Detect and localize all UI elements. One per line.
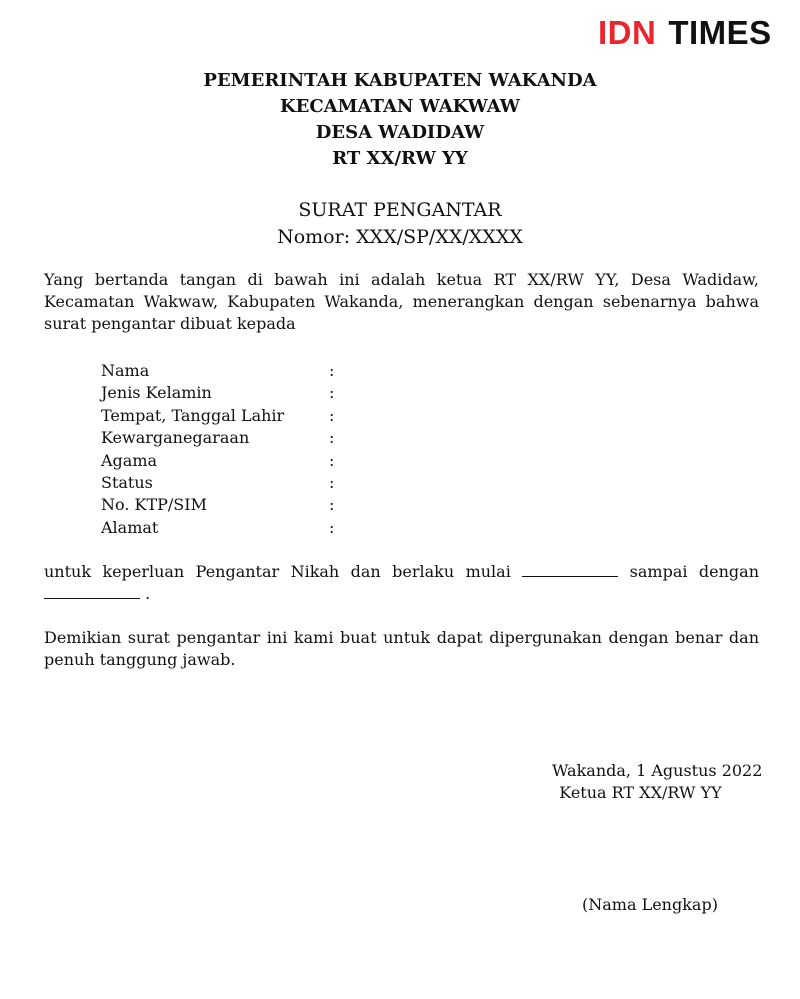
- field-colon: :: [329, 428, 335, 448]
- field-row-address: [101, 517, 339, 539]
- field-label: Tempat, Tanggal Lahir: [101, 405, 285, 425]
- header-line-village: DESA WADIDAW: [315, 122, 485, 143]
- logo-times-text: TIMES: [668, 14, 772, 51]
- identity-fields: [101, 360, 339, 539]
- field-label: No. KTP/SIM: [101, 495, 207, 515]
- intro-paragraph: Yang bertanda tangan di bawah ini adalah ketua RT XX/RW YY, Desa Wadidaw, Kecamatan Wakwaw, Kabupaten Wakanda, menerangkan dengan sebenarnya bahwa surat pengantar dibuat kepada: [44, 270, 759, 333]
- letter-title: SURAT PENGANTAR: [298, 199, 502, 221]
- field-label: Kewarganegaraan: [101, 428, 250, 448]
- field-colon: :: [329, 517, 335, 537]
- signer-role: Ketua RT XX/RW YY: [559, 783, 722, 802]
- field-colon: :: [329, 473, 335, 493]
- field-colon: :: [329, 383, 335, 403]
- letter-title-block: [0, 197, 800, 251]
- purpose-text-middle: sampai dengan: [629, 562, 760, 581]
- place-date: Wakanda, 1 Agustus 2022: [552, 761, 763, 780]
- field-label: Nama: [101, 361, 150, 380]
- letter-number: Nomor: XXX/SP/XX/XXXX: [277, 226, 523, 248]
- field-row-id-number: [101, 494, 339, 516]
- header-line-rt-rw: RT XX/RW YY: [332, 148, 468, 169]
- field-row-name: [101, 360, 339, 382]
- signature-block: [552, 760, 764, 804]
- letter-header: [0, 68, 800, 172]
- field-colon: :: [329, 405, 335, 425]
- purpose-text-start: untuk keperluan Pengantar Nikah dan berlaku mulai: [44, 562, 511, 581]
- purpose-paragraph: [44, 561, 759, 605]
- field-colon: :: [329, 450, 335, 470]
- closing-paragraph: Demikian surat pengantar ini kami buat untuk dapat dipergunakan dengan benar dan penuh tanggung jawab.: [44, 628, 759, 669]
- field-colon: :: [329, 361, 335, 380]
- logo-idn-text: IDN: [598, 14, 657, 51]
- header-line-government: PEMERINTAH KABUPATEN WAKANDA: [203, 70, 597, 91]
- field-label: Alamat: [101, 517, 159, 537]
- purpose-text-end: .: [145, 584, 151, 603]
- field-row-religion: [101, 450, 339, 472]
- field-label: Jenis Kelamin: [101, 383, 212, 403]
- idn-times-logo: [598, 16, 772, 49]
- field-colon: :: [329, 495, 335, 515]
- field-row-birth: [101, 405, 339, 427]
- valid-until-blank: [44, 583, 140, 599]
- field-label: Status: [101, 473, 153, 493]
- signer-name-placeholder: (Nama Lengkap): [582, 895, 718, 914]
- field-label: Agama: [101, 450, 158, 470]
- field-row-status: [101, 472, 339, 494]
- field-row-gender: [101, 382, 339, 404]
- valid-from-blank: [522, 561, 618, 577]
- field-row-citizenship: [101, 427, 339, 449]
- header-line-district: KECAMATAN WAKWAW: [279, 96, 521, 117]
